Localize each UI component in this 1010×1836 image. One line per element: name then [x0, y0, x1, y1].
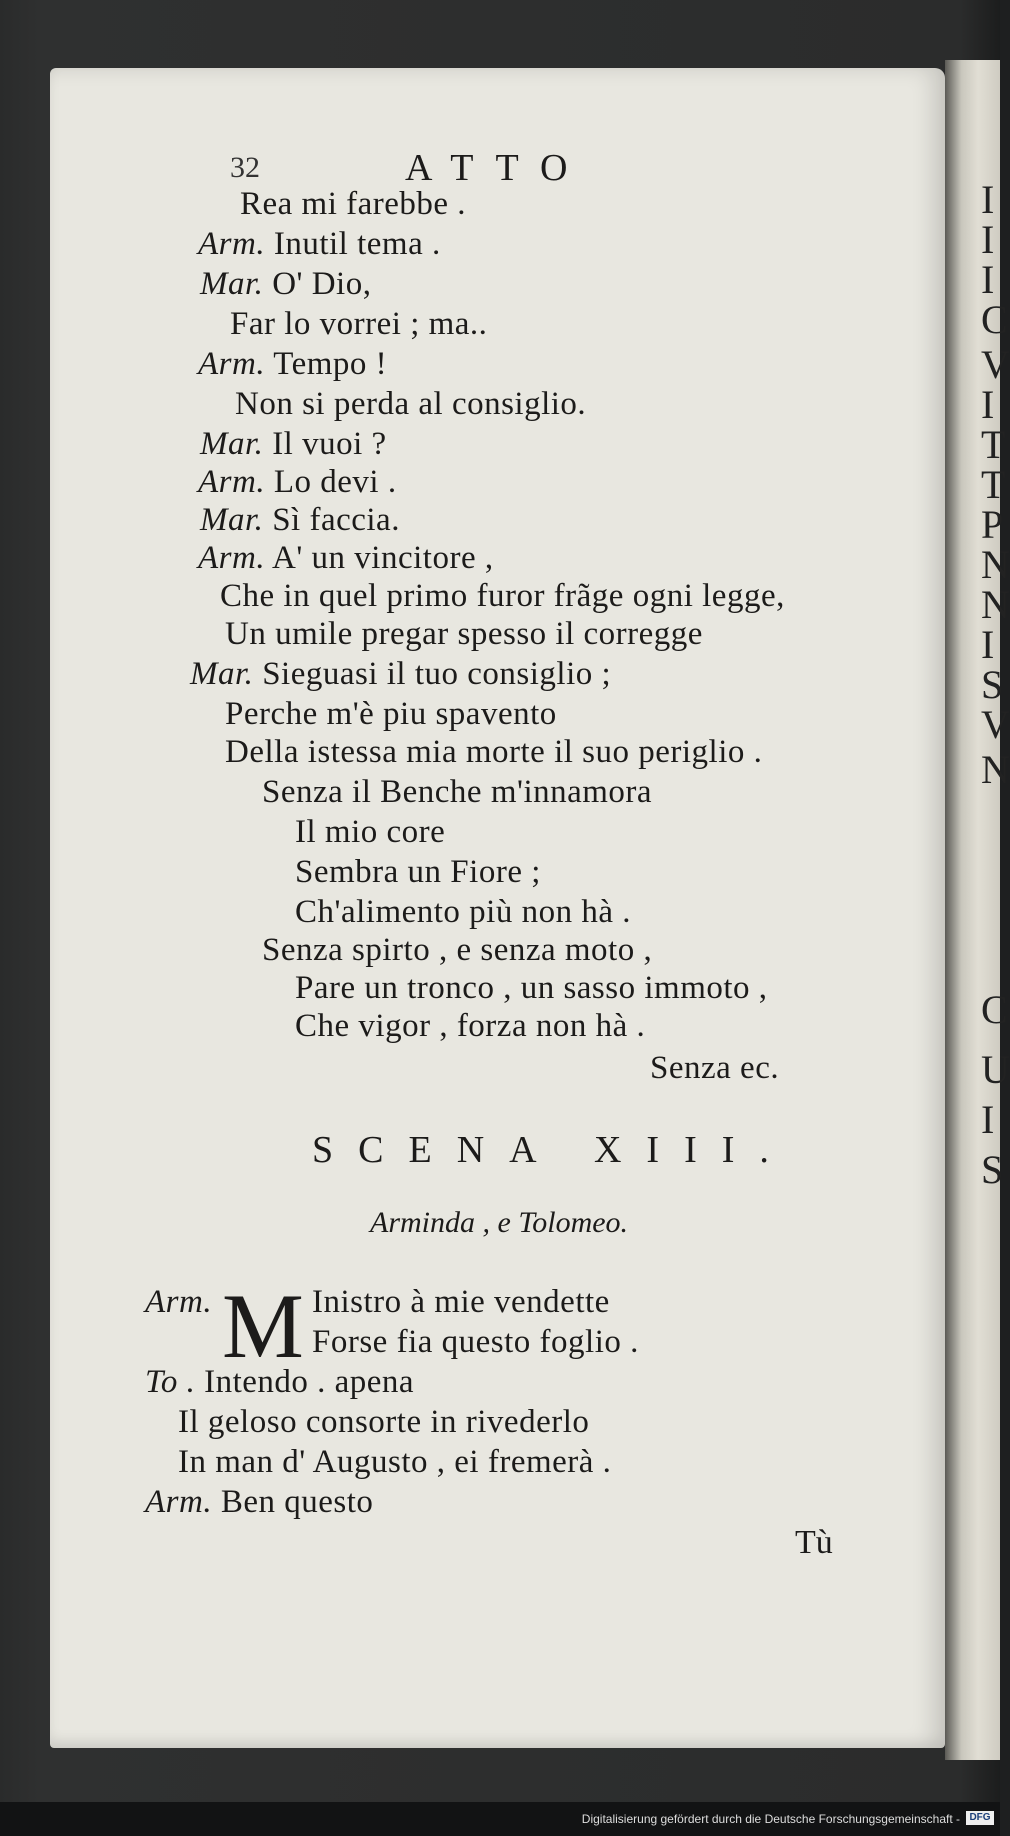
speaker-label: Arm.: [145, 1284, 213, 1320]
verse-text: Senza spirto , e senza moto ,: [262, 932, 653, 968]
edge-letter: I: [981, 1097, 995, 1142]
verse-text: Inutil tema .: [273, 226, 441, 262]
edge-letter: I: [981, 177, 995, 222]
catchword: Tù: [795, 1524, 833, 1561]
edge-letter: S: [981, 662, 1004, 707]
aria-line: [295, 972, 768, 1005]
verse-line: [198, 348, 387, 381]
verse-line: [200, 268, 371, 301]
verse-line: [200, 428, 387, 461]
edge-letter: C: [981, 297, 1008, 342]
verse-line: [198, 542, 494, 575]
verse-line: [178, 1406, 589, 1439]
aria-line: [295, 1010, 645, 1043]
verse-text: Perche m'è piu spavento: [225, 696, 557, 732]
digitization-footer: [0, 1802, 1000, 1836]
edge-letter: I: [981, 382, 995, 427]
edge-letter: T: [981, 462, 1006, 507]
verse-line: [225, 736, 762, 769]
verse-text: Far lo vorrei ; ma..: [230, 306, 488, 342]
speaker-label: Mar.: [200, 502, 264, 538]
verse-text: Tempo !: [273, 346, 388, 382]
verse-line: [198, 228, 441, 261]
verse-text: Pare un tronco , un sasso immoto ,: [295, 970, 768, 1006]
verse-text: Il geloso consorte in rivederlo: [178, 1404, 590, 1440]
verse-text: Lo devi .: [273, 464, 397, 500]
drop-capital: M: [222, 1275, 304, 1377]
verse-text: Che in quel primo furor frãge ogni legge,: [220, 578, 785, 614]
verse-text: Sieguasi il tuo consiglio ;: [262, 656, 612, 692]
edge-letter: I: [981, 257, 995, 302]
scene-characters: Arminda , e Tolomeo.: [370, 1206, 629, 1239]
verse-text: In man d' Augusto , ei fremerà .: [178, 1444, 612, 1480]
verse-text: Non si perda al consiglio.: [235, 386, 587, 422]
speaker-label: Arm.: [198, 226, 266, 262]
verse-text: Sì faccia.: [272, 502, 400, 538]
page-number: 32: [230, 151, 260, 184]
verse-line: [230, 308, 487, 341]
speaker-label: Arm.: [198, 346, 266, 382]
verse-line: [178, 1446, 611, 1479]
verse-text: Il vuoi ?: [272, 426, 387, 462]
speaker-label: Arm.: [198, 464, 266, 500]
edge-letter: N: [981, 582, 1010, 627]
next-page-edge: [945, 60, 1010, 1760]
verse-text: Sembra un Fiore ;: [295, 854, 541, 890]
verse-text: Che vigor , forza non hà .: [295, 1008, 646, 1044]
speaker-label: Arm.: [198, 540, 266, 576]
verse-text: A' un vincitore ,: [272, 540, 494, 576]
verse-text: Senza il Benche m'innamora: [262, 774, 653, 810]
verse-text: Senza ec.: [650, 1050, 780, 1086]
verse-text: Ben questo: [220, 1484, 374, 1520]
speaker-label: Arm.: [145, 1484, 213, 1520]
verse-text: Inistro à mie vendette: [312, 1284, 610, 1320]
edge-letter: P: [981, 502, 1004, 547]
verse-line: [198, 466, 397, 499]
edge-letter: N: [981, 542, 1010, 587]
edge-letter: U: [981, 1047, 1010, 1092]
verse-line: [225, 618, 703, 651]
edge-letter: C: [981, 987, 1008, 1032]
verse-line: [145, 1486, 373, 1519]
speaker-label: To .: [145, 1364, 196, 1400]
verse-line: [240, 188, 466, 221]
running-title: ATTO: [405, 147, 590, 189]
aria-line: [295, 856, 541, 889]
verse-line: [190, 658, 611, 691]
edge-letter: I: [981, 622, 995, 667]
verse-text: Rea mi farebbe .: [240, 186, 467, 222]
verse-line: [235, 388, 586, 421]
edge-letter: V: [981, 702, 1010, 747]
verse-line: [220, 580, 785, 613]
verse-line: [145, 1366, 414, 1399]
verse-text: Ch'alimento più non hà .: [295, 894, 631, 930]
speaker-label: Mar.: [200, 266, 264, 302]
da-capo-cue: [650, 1052, 779, 1085]
speaker-label: Mar.: [190, 656, 254, 692]
edge-letter: I: [981, 217, 995, 262]
aria-line: [262, 934, 652, 967]
verse-text: Il mio core: [295, 814, 446, 850]
aria-line: [262, 776, 652, 809]
edge-letter: N: [981, 747, 1010, 792]
verse-line: [200, 504, 400, 537]
scene-heading: SCENA XIII.: [312, 1129, 794, 1171]
edge-letter: S: [981, 1147, 1004, 1192]
aria-line: [295, 816, 445, 849]
verse-text: Intendo . apena: [204, 1364, 415, 1400]
footer-credit: Digitalisierung gefördert durch die Deutsche Forschungsgemeinschaft -: [581, 1812, 960, 1826]
dfg-logo: DFG: [966, 1811, 994, 1825]
verse-line: [225, 698, 557, 731]
speaker-label: Mar.: [200, 426, 264, 462]
edge-letter: V: [981, 342, 1010, 387]
verse-text: Forse fia questo foglio .: [312, 1324, 639, 1360]
book-page: [50, 68, 945, 1748]
edge-letter: T: [981, 422, 1006, 467]
verse-text: Un umile pregar spesso il corregge: [225, 616, 703, 652]
verse-text: Della istessa mia morte il suo periglio .: [225, 734, 763, 770]
verse-text: O' Dio,: [272, 266, 372, 302]
aria-line: [295, 896, 631, 929]
